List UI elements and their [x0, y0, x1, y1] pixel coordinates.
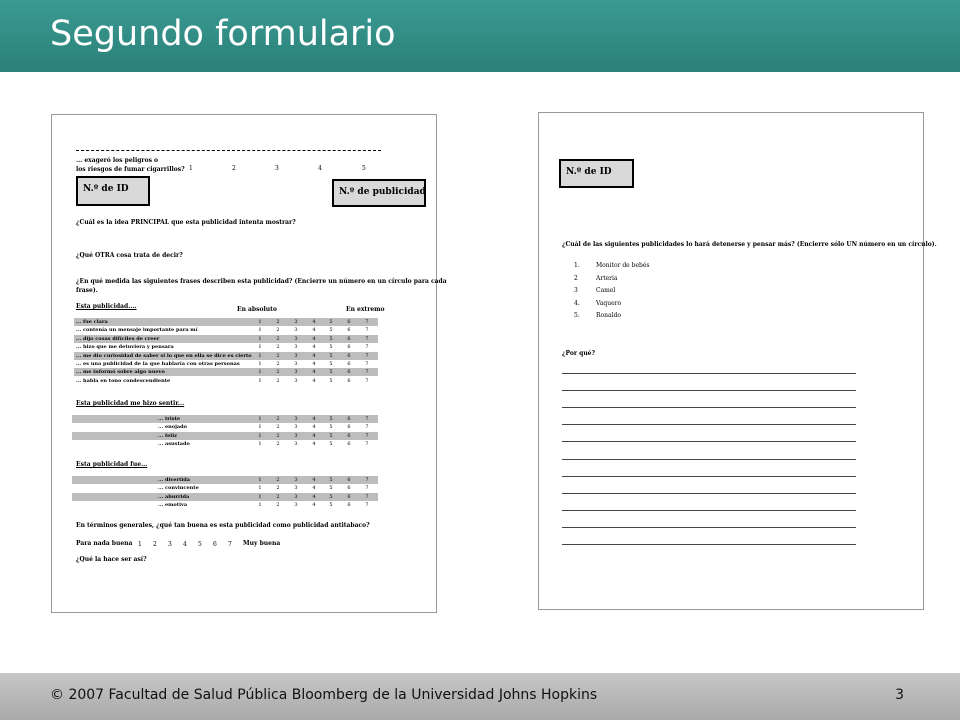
rating-option[interactable]: 5 — [329, 319, 333, 325]
rating-option[interactable]: 2 — [276, 485, 280, 492]
choice-label: Camel — [596, 287, 616, 294]
rating-option[interactable]: 1 — [258, 502, 262, 509]
rating-option[interactable]: 2 — [276, 416, 280, 422]
rating-option[interactable]: 5 — [329, 327, 333, 334]
rating-option[interactable]: 4 — [312, 352, 316, 359]
id-number-box: N.º de ID — [76, 176, 150, 206]
q0-scale-2: 2 — [232, 165, 236, 172]
rating-row — [74, 352, 378, 360]
rating-option[interactable]: 6 — [347, 432, 351, 439]
answer-line[interactable] — [562, 390, 856, 391]
rating-option[interactable]: 6 — [347, 424, 351, 431]
choice-label: Ronaldo — [596, 312, 621, 319]
choice-question: ¿Cuál de las siguientes publicidades lo hará detenerse y pensar más? (Encierre sólo UN número en un círculo). — [562, 241, 937, 248]
question-3-line1: ¿En qué medida las siguientes frases describen esta publicidad? (Encierre un número en un círculo para cada — [76, 278, 447, 285]
rating-option[interactable]: 4 — [312, 344, 316, 351]
rating-option[interactable]: 2 — [276, 352, 280, 359]
question-1: ¿Cuál es la idea PRINCIPAL que esta publicidad intenta mostrar? — [76, 219, 296, 226]
rating-option[interactable]: 5 — [329, 477, 333, 483]
rating-row — [74, 360, 378, 368]
rating-option[interactable]: 2 — [276, 441, 280, 448]
rating-option[interactable]: 1 — [258, 432, 262, 439]
rating-row-label: ... hizo que me detuviera y pensara — [76, 344, 174, 351]
rating-option[interactable]: 2 — [276, 477, 280, 483]
rating-option[interactable]: 2 — [276, 424, 280, 431]
rating-option[interactable]: 1 — [258, 441, 262, 448]
form-page-left — [51, 114, 447, 613]
rating-option[interactable]: 5 — [329, 335, 333, 342]
rating-row — [72, 484, 378, 492]
rating-row-label: ... emotiva — [158, 502, 188, 509]
section3-title: Esta publicidad fue... — [76, 461, 148, 468]
choice-label: Arteria — [596, 274, 618, 282]
rating-row-label: ... es una publicidad de la que hablaría con otras personas — [76, 361, 240, 367]
q4-option[interactable]: 5 — [198, 541, 202, 548]
rating-option[interactable]: 4 — [312, 502, 316, 509]
q4-high-label: Muy buena — [243, 540, 281, 547]
choice-number[interactable]: 5. — [574, 312, 580, 319]
rating-option[interactable]: 2 — [276, 493, 280, 500]
rating-option[interactable]: 2 — [276, 432, 280, 439]
rating-row — [74, 326, 378, 334]
rating-row-label: ... convincente — [158, 485, 199, 492]
rating-option[interactable]: 2 — [276, 335, 280, 342]
rating-option[interactable]: 4 — [312, 361, 316, 367]
rating-option[interactable]: 4 — [312, 493, 316, 500]
rating-option[interactable]: 4 — [312, 424, 316, 431]
rating-option[interactable]: 6 — [347, 502, 351, 509]
answer-line[interactable] — [562, 373, 856, 374]
rating-option[interactable]: 6 — [347, 335, 351, 342]
rating-option[interactable]: 1 — [258, 424, 262, 431]
copyright-text: © 2007 Facultad de Salud Pública Bloomberg de la Universidad Johns Hopkins — [50, 687, 598, 703]
rating-row — [72, 432, 378, 440]
rating-option[interactable]: 3 — [294, 485, 298, 492]
rating-row-label: ... me informó sobre algo nuevo — [76, 369, 165, 376]
rating-option[interactable]: 3 — [294, 377, 298, 384]
answer-line[interactable] — [562, 424, 856, 425]
rating-option[interactable]: 4 — [312, 416, 316, 422]
rating-option[interactable]: 7 — [365, 352, 369, 359]
answer-line[interactable] — [562, 459, 856, 460]
rating-row-label: ... habla en tono condescendiente — [76, 377, 171, 384]
form-page-right — [538, 112, 937, 610]
rating-option[interactable]: 1 — [258, 369, 262, 376]
rating-row — [74, 335, 378, 343]
rating-option[interactable]: 6 — [347, 485, 351, 492]
q4-option[interactable]: 1 — [138, 541, 142, 548]
rating-row — [72, 476, 378, 484]
rating-option[interactable]: 1 — [258, 344, 262, 351]
ad-number-box: N.º de publicidad — [332, 179, 426, 207]
rating-option[interactable]: 1 — [258, 352, 262, 359]
rating-option[interactable]: 3 — [294, 477, 298, 483]
q4-low-label: Para nada buena — [76, 540, 133, 547]
rating-option[interactable]: 6 — [347, 319, 351, 325]
rating-option[interactable]: 7 — [365, 319, 369, 325]
rating-option[interactable]: 1 — [258, 493, 262, 500]
rating-option[interactable]: 7 — [365, 424, 369, 431]
rating-option[interactable]: 5 — [329, 377, 333, 384]
rating-option[interactable]: 2 — [276, 327, 280, 334]
scale-high-label: En extremo — [346, 306, 385, 313]
question-2: ¿Qué OTRA cosa trata de decir? — [76, 252, 183, 259]
section1-title: Esta publicidad.... — [76, 303, 137, 310]
q0-scale-3: 3 — [275, 165, 279, 172]
choice-number[interactable]: 3 — [574, 287, 578, 294]
page-number: 3 — [895, 687, 904, 703]
q0-scale-5: 5 — [362, 165, 366, 172]
footer-bar — [0, 673, 960, 720]
rating-option[interactable]: 1 — [258, 335, 262, 342]
answer-line[interactable] — [562, 544, 856, 545]
rating-option[interactable]: 6 — [347, 416, 351, 422]
rating-row-label: ... asustado — [158, 441, 190, 448]
answer-line[interactable] — [562, 510, 856, 511]
answer-line[interactable] — [562, 476, 856, 477]
rating-option[interactable]: 3 — [294, 432, 298, 439]
rating-option[interactable]: 3 — [294, 352, 298, 359]
rating-option[interactable]: 2 — [276, 377, 280, 384]
rating-option[interactable]: 2 — [276, 344, 280, 351]
choice-number[interactable]: 4. — [574, 299, 580, 307]
rating-option[interactable]: 5 — [329, 352, 333, 359]
id-number-box-right: N.º de ID — [559, 159, 634, 188]
q4-option[interactable]: 2 — [153, 541, 157, 548]
rating-option[interactable]: 3 — [294, 369, 298, 376]
rating-row — [72, 440, 378, 448]
rating-option[interactable]: 1 — [258, 319, 262, 325]
rating-option[interactable]: 5 — [329, 424, 333, 431]
rating-option[interactable]: 7 — [365, 335, 369, 342]
rating-row-label: ... aburrida — [158, 493, 190, 500]
rating-option[interactable]: 7 — [365, 377, 369, 384]
rating-option[interactable]: 7 — [365, 477, 369, 483]
rating-row-label: ... contenía un mensaje importante para mí — [76, 327, 198, 334]
rating-option[interactable]: 7 — [365, 441, 369, 448]
title-bar — [0, 0, 960, 72]
separator-line — [76, 150, 381, 151]
rating-option[interactable]: 7 — [365, 369, 369, 376]
rating-row — [74, 343, 378, 351]
rating-row-label: ... divertida — [158, 477, 191, 483]
choice-label: Vaquero — [596, 299, 622, 307]
rating-option[interactable]: 3 — [294, 361, 298, 367]
why-question: ¿Por qué? — [562, 350, 596, 357]
rating-row-label: ... enojado — [158, 424, 187, 431]
rating-option[interactable]: 4 — [312, 319, 316, 325]
choice-number[interactable]: 2 — [574, 274, 578, 282]
rating-row — [74, 368, 378, 376]
rating-option[interactable]: 1 — [258, 377, 262, 384]
rating-row-label: ... feliz — [158, 432, 177, 439]
rating-option[interactable]: 5 — [329, 485, 333, 492]
q4-option[interactable]: 3 — [168, 541, 172, 548]
rating-option[interactable]: 3 — [294, 416, 298, 422]
q4-option[interactable]: 6 — [213, 541, 217, 548]
question-3-line2: frase). — [76, 287, 98, 294]
rating-option[interactable]: 1 — [258, 361, 262, 367]
rating-option[interactable]: 3 — [294, 441, 298, 448]
rating-option[interactable]: 7 — [365, 416, 369, 422]
answer-line[interactable] — [562, 407, 856, 408]
q4-option[interactable]: 7 — [228, 541, 232, 548]
rating-option[interactable]: 7 — [365, 344, 369, 351]
rating-option[interactable]: 5 — [329, 502, 333, 509]
rating-option[interactable]: 2 — [276, 369, 280, 376]
rating-option[interactable]: 5 — [329, 432, 333, 439]
rating-row-label: ... fue clara — [76, 319, 108, 325]
rating-option[interactable]: 5 — [329, 441, 333, 448]
rating-option[interactable]: 2 — [276, 502, 280, 509]
rating-option[interactable]: 4 — [312, 477, 316, 483]
rating-option[interactable]: 5 — [329, 344, 333, 351]
rating-option[interactable]: 2 — [276, 361, 280, 367]
rating-row-label: ... triste — [158, 416, 181, 422]
q0-scale-1: 1 — [189, 165, 193, 172]
rating-option[interactable]: 3 — [294, 319, 298, 325]
question-4: En términos generales, ¿qué tan buena es esta publicidad como publicidad antitabaco? — [76, 522, 370, 529]
rating-option[interactable]: 3 — [294, 493, 298, 500]
rating-option[interactable]: 4 — [312, 441, 316, 448]
rating-option[interactable]: 4 — [312, 432, 316, 439]
rating-row — [72, 501, 378, 509]
rating-option[interactable]: 1 — [258, 327, 262, 334]
rating-option[interactable]: 6 — [347, 369, 351, 376]
rating-option[interactable]: 7 — [365, 432, 369, 439]
question-5: ¿Qué la hace ser así? — [76, 556, 147, 563]
rating-option[interactable]: 4 — [312, 369, 316, 376]
slide-title: Segundo formulario — [50, 14, 396, 54]
rating-row — [72, 415, 378, 423]
choice-number[interactable]: 1. — [574, 262, 580, 269]
rating-option[interactable]: 2 — [276, 319, 280, 325]
rating-option[interactable]: 6 — [347, 361, 351, 367]
rating-option[interactable]: 3 — [294, 502, 298, 509]
question-0-line1: ... exageró los peligros o — [76, 157, 159, 164]
rating-option[interactable]: 5 — [329, 369, 333, 376]
rating-option[interactable]: 3 — [294, 344, 298, 351]
q4-option[interactable]: 4 — [183, 541, 187, 548]
rating-option[interactable]: 6 — [347, 441, 351, 448]
answer-line[interactable] — [562, 527, 856, 528]
rating-option[interactable]: 3 — [294, 335, 298, 342]
rating-option[interactable]: 6 — [347, 327, 351, 334]
rating-option[interactable]: 6 — [347, 493, 351, 500]
rating-row — [74, 377, 378, 385]
rating-option[interactable]: 5 — [329, 493, 333, 500]
rating-option[interactable]: 6 — [347, 344, 351, 351]
answer-line[interactable] — [562, 441, 856, 442]
answer-line[interactable] — [562, 493, 856, 494]
rating-option[interactable]: 4 — [312, 377, 316, 384]
rating-option[interactable]: 4 — [312, 327, 316, 334]
rating-option[interactable]: 7 — [365, 493, 369, 500]
rating-option[interactable]: 1 — [258, 485, 262, 492]
rating-option[interactable]: 7 — [365, 502, 369, 509]
rating-option[interactable]: 3 — [294, 424, 298, 431]
choice-label: Monitor de bebés — [596, 262, 650, 269]
rating-option[interactable]: 6 — [347, 352, 351, 359]
section2-title: Esta publicidad me hizo sentir... — [76, 400, 185, 407]
rating-option[interactable]: 4 — [312, 335, 316, 342]
rating-row — [72, 493, 378, 501]
rating-option[interactable]: 5 — [329, 416, 333, 422]
rating-option[interactable]: 3 — [294, 327, 298, 334]
rating-row — [74, 318, 378, 326]
rating-option[interactable]: 7 — [365, 327, 369, 334]
rating-option[interactable]: 1 — [258, 416, 262, 422]
rating-option[interactable]: 7 — [365, 485, 369, 492]
rating-option[interactable]: 4 — [312, 485, 316, 492]
rating-option[interactable]: 7 — [365, 361, 369, 367]
question-0-line2: los riesgos de fumar cigarrillos? — [76, 166, 185, 173]
q0-scale-4: 4 — [318, 165, 322, 172]
rating-row — [72, 423, 378, 431]
rating-option[interactable]: 5 — [329, 361, 333, 367]
rating-option[interactable]: 6 — [347, 377, 351, 384]
rating-row-label: ... dijo cosas difíciles de creer — [76, 335, 160, 342]
rating-row-label: ... me dio curiosidad de saber si lo que en ella se dice es cierto — [76, 352, 252, 359]
scale-low-label: En absoluto — [237, 306, 277, 313]
rating-option[interactable]: 1 — [258, 477, 262, 483]
rating-option[interactable]: 6 — [347, 477, 351, 483]
